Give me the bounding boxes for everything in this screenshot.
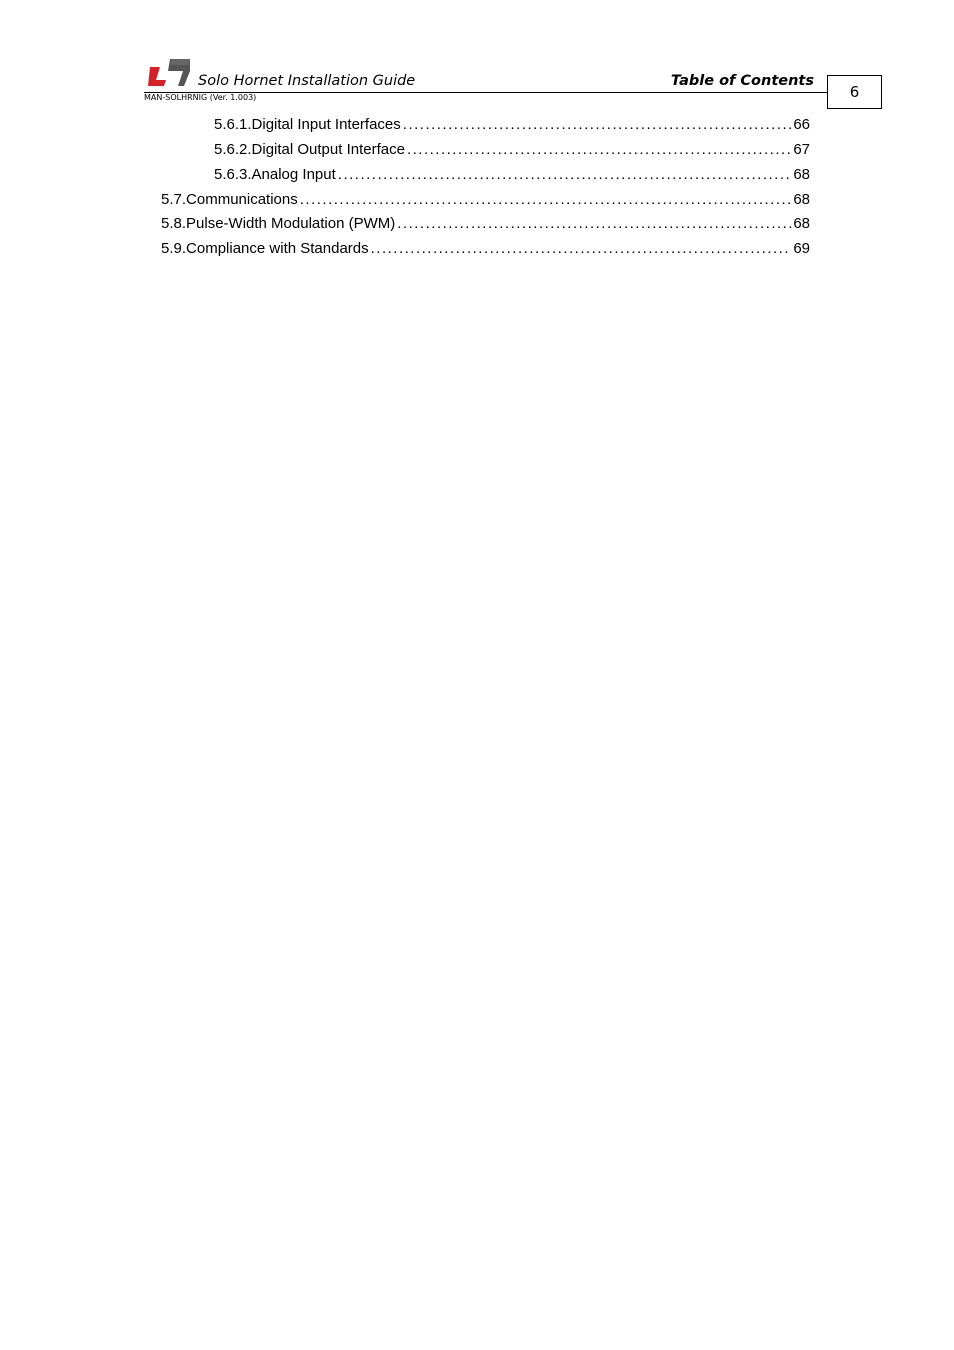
document-code: MAN-SOLHRNIG (Ver. 1.003) [144, 93, 257, 102]
toc-entry-page: 68 [793, 166, 810, 183]
toc-entry[interactable] [161, 189, 810, 211]
toc-entry-page: 67 [793, 141, 810, 158]
toc-entry-page: 69 [793, 240, 810, 257]
toc-entry-number: 5.8. [161, 215, 187, 232]
toc-entry-title: Analog Input [251, 166, 336, 183]
toc-entry-title: Compliance with Standards [186, 240, 369, 257]
toc-entry[interactable] [214, 139, 810, 161]
toc-dot-leader [300, 189, 792, 211]
toc-entry-page: 68 [793, 215, 810, 232]
toc-entry-title: Pulse-Width Modulation (PWM) [186, 215, 396, 232]
toc-entry-number: 5.6.1. [214, 116, 252, 133]
toc-entry-page: 66 [793, 116, 810, 133]
toc-entry[interactable] [214, 114, 810, 136]
toc-dot-leader [403, 114, 792, 136]
toc-entry-number: 5.9. [161, 240, 187, 257]
toc-dot-leader [338, 164, 792, 186]
toc-dot-leader [407, 139, 791, 161]
logo-icon [148, 57, 190, 87]
document-title: Solo Hornet Installation Guide [198, 73, 416, 89]
toc-entry[interactable] [161, 213, 810, 235]
toc-entry[interactable] [161, 238, 810, 260]
toc-entry-number: 5.6.2. [214, 141, 252, 158]
toc-entry-title: Communications [186, 191, 298, 208]
page-number: 6 [827, 75, 882, 109]
toc-entry-title: Digital Output Interface [251, 141, 405, 158]
section-title: Table of Contents [670, 73, 814, 89]
toc-dot-leader [371, 238, 792, 260]
toc-entry-number: 5.7. [161, 191, 187, 208]
toc-entry-page: 68 [793, 191, 810, 208]
toc-entry-number: 5.6.3. [214, 166, 252, 183]
toc-dot-leader [397, 213, 791, 235]
toc-entry[interactable] [214, 164, 810, 186]
toc-entry-title: Digital Input Interfaces [251, 116, 401, 133]
